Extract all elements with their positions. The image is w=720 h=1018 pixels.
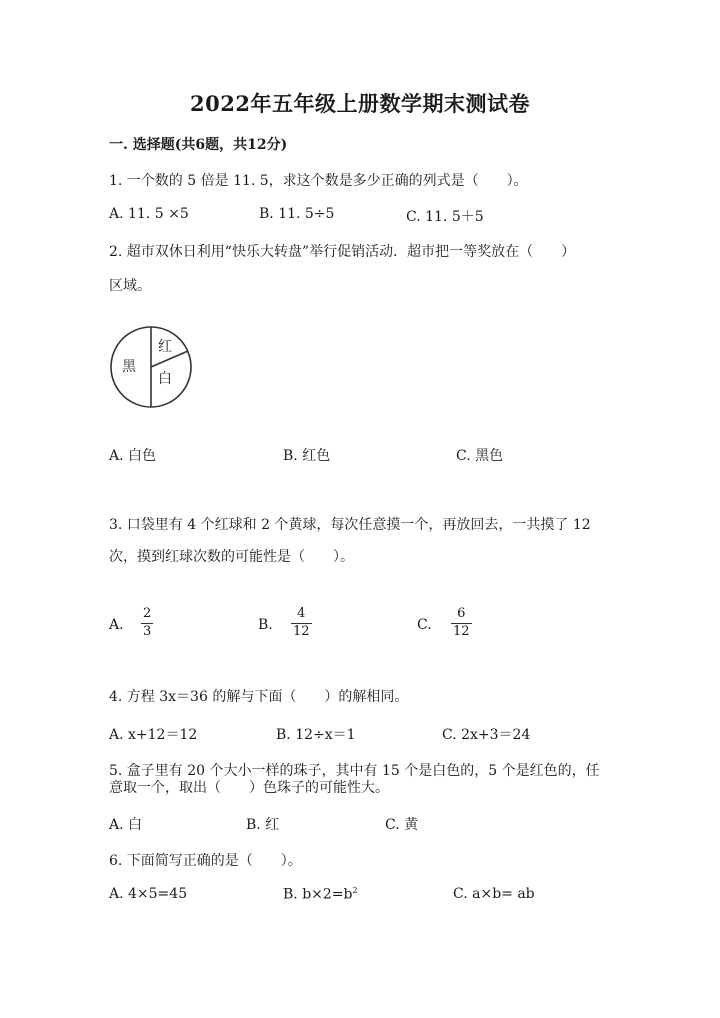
question-6-option-b — [283, 886, 358, 903]
fraction-c-denominator: 12 — [453, 624, 470, 639]
question-3-option-a-label: A. — [109, 617, 124, 633]
question-2-line-1: 2. 超市双休日利用“快乐大转盘”举行促销活动．超市把一等奖放在（ ） — [109, 244, 576, 260]
wheel-label-black: 黑 — [122, 359, 136, 375]
fraction-b-numerator: 4 — [297, 606, 306, 621]
question-3-option-c-label: C. — [417, 617, 432, 633]
question-1-option-a: A. 11. 5 ×5 — [109, 206, 189, 222]
question-3-option-b-fraction — [291, 607, 312, 639]
question-4-option-b: B. 12÷x＝1 — [276, 727, 356, 743]
question-5-line-2: 意取一个，取出（ ）色珠子的可能性大。 — [109, 780, 389, 796]
question-2-option-a: A. 白色 — [109, 448, 157, 464]
fraction-b-denominator: 12 — [293, 624, 310, 639]
question-4-text: 4. 方程 3x＝36 的解与下面（ ）的解相同。 — [109, 689, 409, 705]
fraction-c-numerator: 6 — [457, 606, 466, 621]
section-heading: 一. 选择题(共6题，共12分) — [109, 137, 288, 153]
question-2-line-2: 区域。 — [109, 278, 151, 294]
question-4-option-c: C. 2x+3＝24 — [442, 727, 531, 743]
question-2-option-b: B. 红色 — [283, 448, 331, 464]
question-2-option-c: C. 黑色 — [456, 448, 504, 464]
page-title: 2022年五年级上册数学期末测试卷 — [190, 91, 530, 116]
wheel-label-white: 白 — [158, 371, 172, 387]
question-1-option-c: C. 11. 5＋5 — [406, 209, 484, 225]
fraction-a-numerator: 2 — [143, 606, 152, 621]
question-5-option-c: C. 黄 — [385, 817, 419, 833]
question-3-option-b-label: B. — [258, 617, 273, 633]
fraction-a-denominator: 3 — [143, 624, 152, 639]
question-5-option-a: A. 白 — [109, 817, 143, 833]
wheel-label-red: 红 — [158, 339, 172, 355]
question-5-line-1: 5. 盒子里有 20 个大小一样的珠子，其中有 15 个是白色的，5 个是红色的，任 — [109, 763, 600, 779]
prize-wheel-diagram — [108, 324, 194, 410]
question-1-text: 1. 一个数的 5 倍是 11. 5，求这个数是多少正确的列式是（ ）。 — [109, 173, 528, 189]
question-6-option-c: C. a×b= ab — [453, 886, 535, 902]
question-3-option-a-fraction — [141, 607, 153, 639]
question-3-line-2: 次，摸到红球次数的可能性是（ ）。 — [109, 549, 354, 565]
question-1-option-b: B. 11. 5÷5 — [259, 206, 335, 222]
question-3-line-1: 3. 口袋里有 4 个红球和 2 个黄球，每次任意摸一个，再放回去，一共摸了 12 — [109, 517, 591, 533]
question-5-option-b: B. 红 — [246, 817, 280, 833]
question-6-option-a: A. 4×5=45 — [109, 886, 188, 902]
question-3-option-c-fraction — [451, 607, 472, 639]
question-4-option-a: A. x+12＝12 — [109, 727, 198, 743]
question-6-option-b-text: B. b×2=b — [283, 886, 353, 903]
question-6-text: 6. 下面简写正确的是（ ）。 — [109, 853, 302, 869]
question-6-option-b-superscript: 2 — [352, 886, 358, 895]
